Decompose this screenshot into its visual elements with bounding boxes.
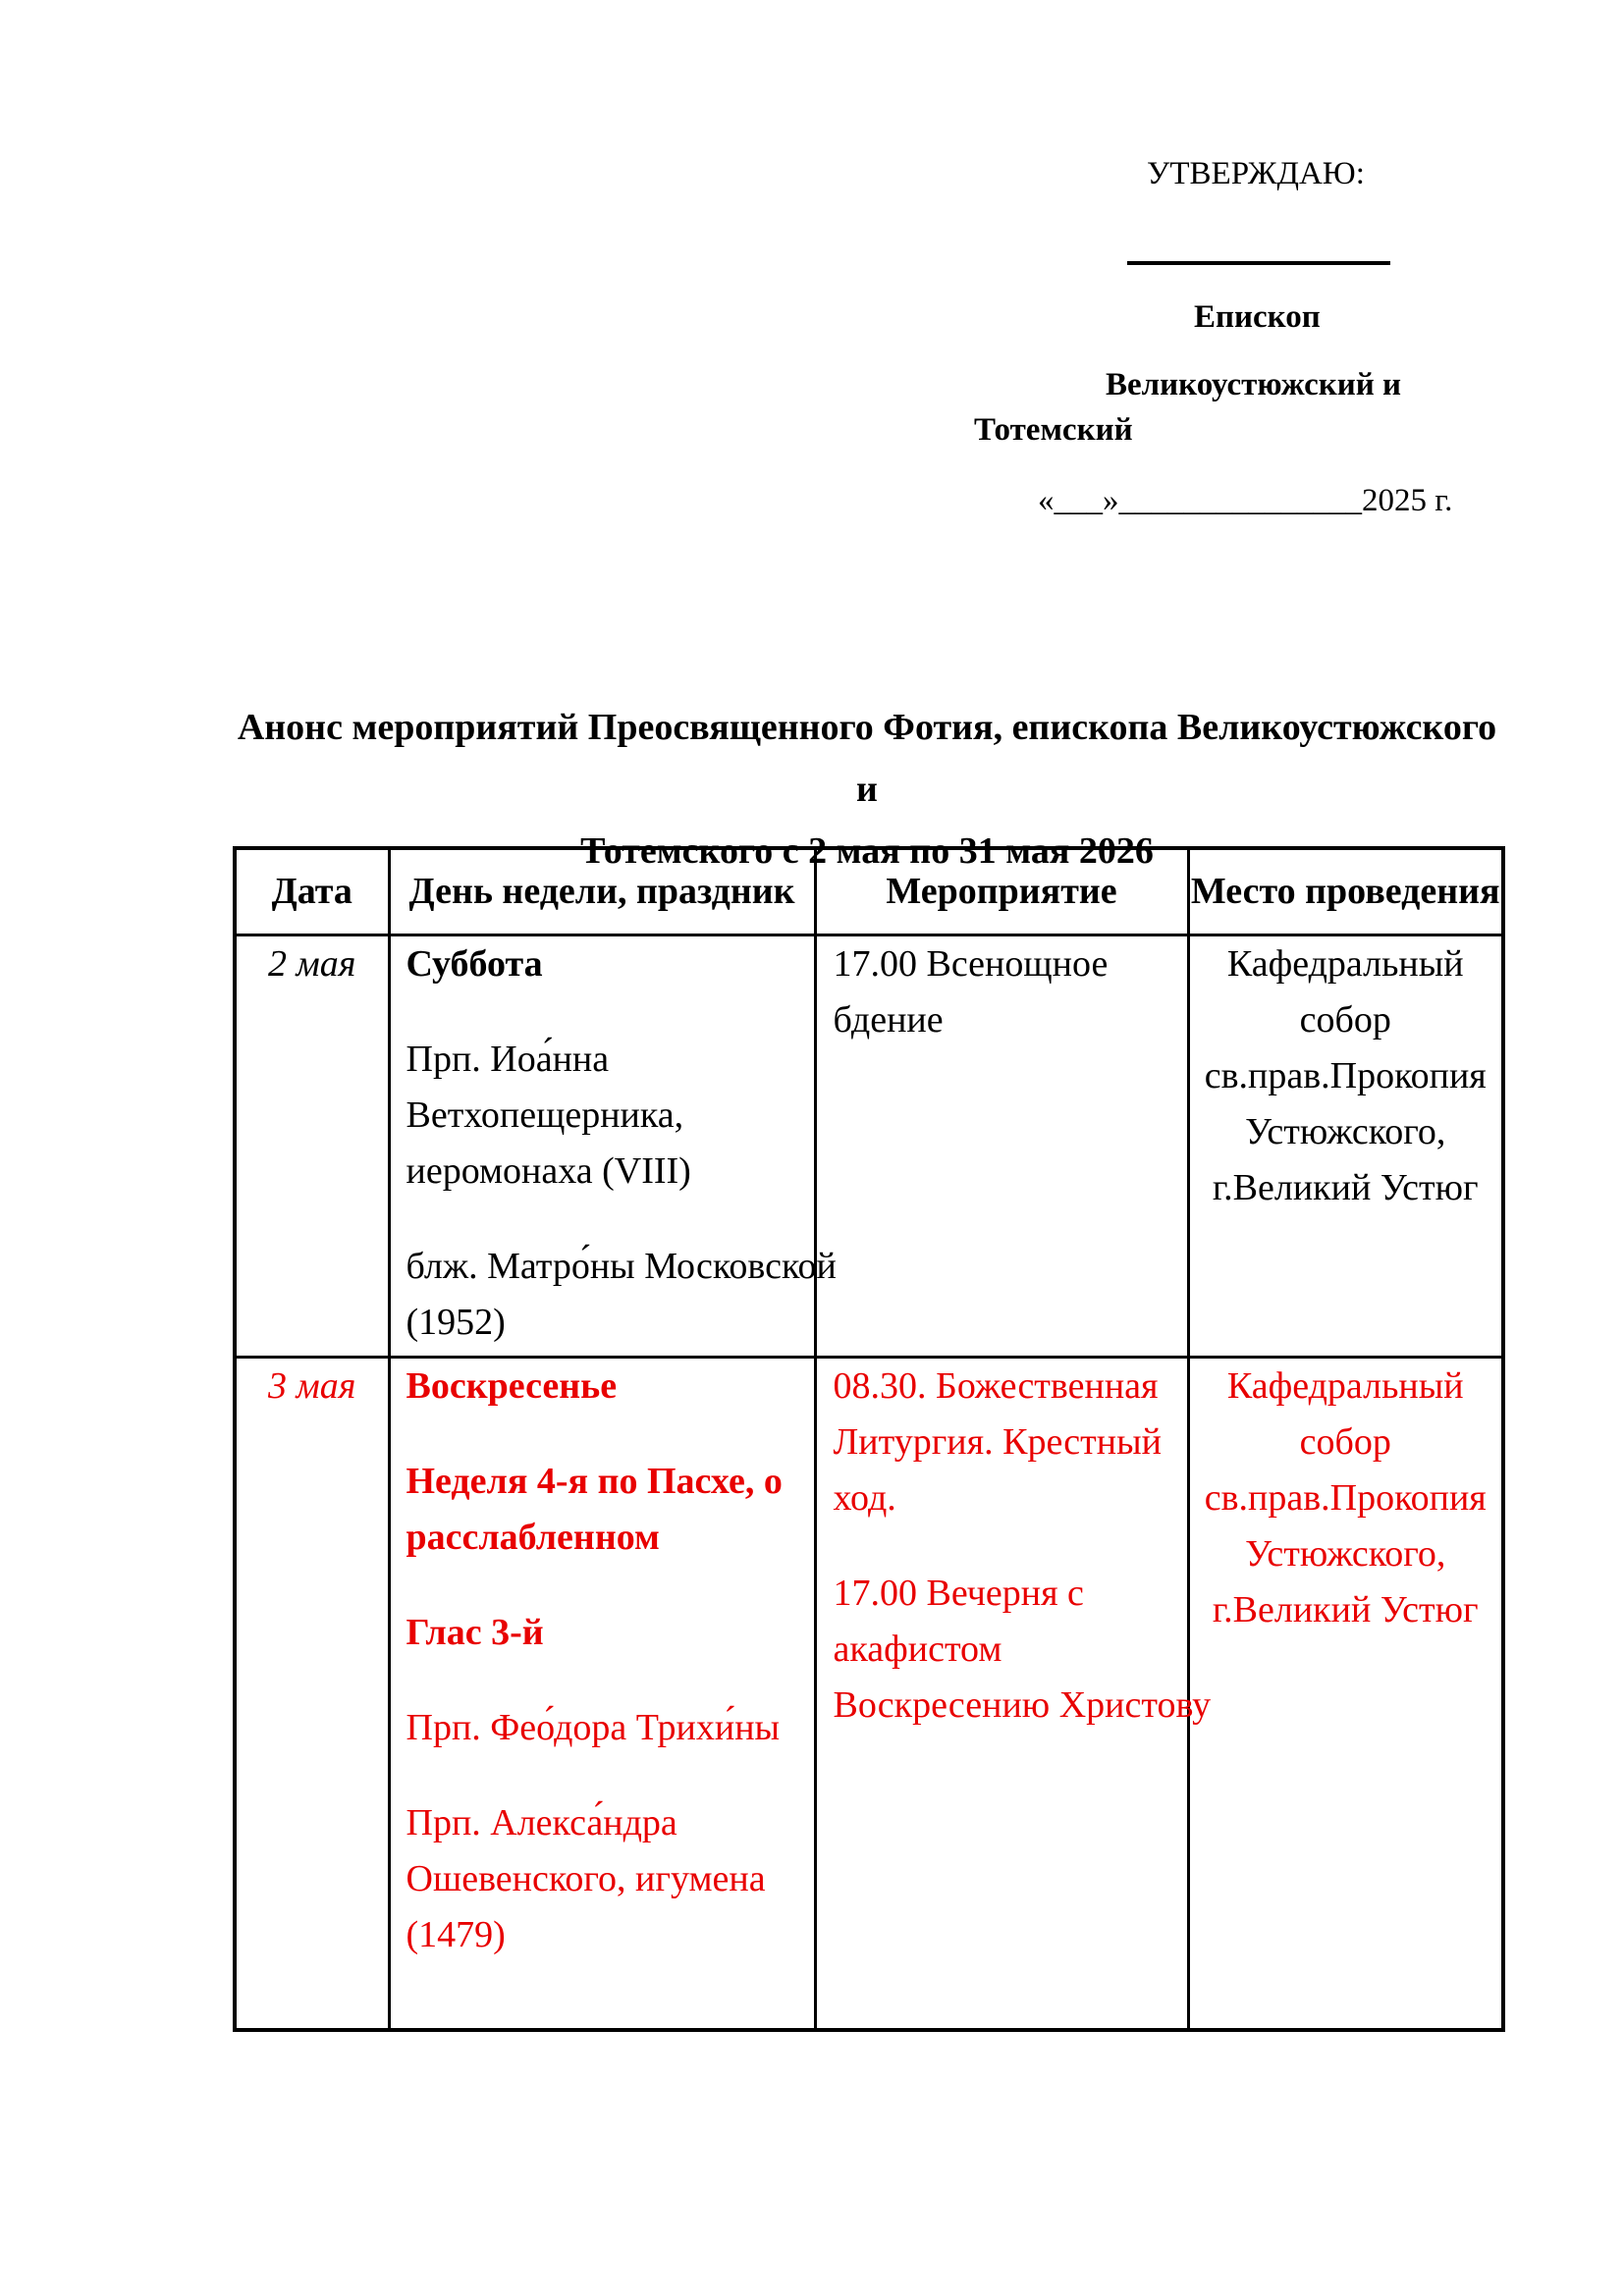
text-line: (1952) [406,1302,506,1343]
text-line: Кафедральный [1226,1365,1464,1407]
paragraph [406,1359,806,1415]
paragraph [406,1454,806,1566]
paragraph [406,936,806,992]
text-line: Устюжского, [1245,1111,1446,1152]
paragraph [834,936,1179,1048]
text-line: Воскресенье [406,1365,618,1407]
document-title-line2: Тотемского с 2 мая по 31 мая 2026 [580,830,1154,872]
approval-date-line: «___»_______________2025 г. [1038,483,1453,518]
text-line: св.прав.Прокопия [1204,1477,1487,1519]
text-line: бдение [833,999,944,1041]
paragraph [834,1359,1179,1526]
schedule-rows [235,935,1503,2030]
paragraph [406,1032,806,1200]
text-line: Неделя 4-я по Пасхе, о [406,1461,783,1502]
column-header-location: Место проведения [1188,848,1503,935]
signature-line [1127,261,1390,265]
text-line: Суббота [406,943,543,985]
column-header-event: Мероприятие [815,848,1188,935]
signatory-eparchy-line1: Великоустюжский и [1106,367,1402,402]
text-line: г.Великий Устюг [1212,1167,1479,1208]
location-cell [1188,935,1503,1358]
event-cell [815,935,1188,1358]
text-line: Прп. Алекса́ндра [406,1802,677,1843]
text-line: Воскресению Христову [833,1684,1212,1726]
text-line: собор [1299,999,1391,1041]
text-line: акафистом [833,1629,1002,1670]
text-line: Ветхопещерника, [406,1095,684,1136]
text-line: св.прав.Прокопия [1204,1055,1487,1096]
text-line: расслабленном [406,1517,660,1558]
date-cell: 3 мая [235,1358,389,2030]
text-line: 17.00 Вечерня с [833,1573,1084,1614]
day-feast-cell [389,1358,815,2030]
text-line: Литургия. Крестный [833,1421,1162,1463]
paragraph [406,1239,837,1351]
table-row [235,935,1503,1358]
schedule-table [233,846,1505,2032]
date-cell: 2 мая [235,935,389,1358]
text-line: Прп. Фео́дора Трихи́ны [406,1707,781,1748]
paragraph [833,1566,1212,1734]
text-line: ход. [833,1477,896,1519]
text-line: иеромонаха (VIII) [406,1150,691,1192]
text-line: 08.30. Божественная [833,1365,1159,1407]
paragraph [406,1795,806,1963]
header-row [235,848,1503,935]
location-cell [1188,1358,1503,2030]
text-line: Глас 3-й [406,1612,544,1653]
table-row [235,1358,1503,2030]
column-header-date: Дата [235,848,389,935]
text-line: Кафедральный [1226,943,1464,985]
text-line: собор [1299,1421,1391,1463]
text-line: 17.00 Всенощное [833,943,1109,985]
text-line: г.Великий Устюг [1212,1589,1479,1630]
paragraph [406,1605,806,1661]
paragraph [1194,1359,1498,1638]
day-feast-cell [389,935,837,1358]
text-line: Прп. Иоа́нна [406,1039,610,1080]
document-title-line1: Анонс мероприятий Преосвященного Фотия, епископа Великоустюжского и [237,707,1497,810]
event-cell [815,1358,1212,2030]
approval-label: УТВЕРЖДАЮ: [1147,156,1365,191]
text-line: Ошевенского, игумена [406,1858,766,1899]
signatory-eparchy-line2: Тотемский [974,412,1133,448]
signatory-title: Епископ [1194,299,1321,335]
paragraph [1194,936,1498,1216]
text-line: Устюжского, [1245,1533,1446,1575]
text-line: блж. Матро́ны Московской [406,1246,837,1287]
paragraph [406,1700,806,1756]
text-line: (1479) [406,1914,506,1955]
column-header-day: День недели, праздник [389,848,815,935]
